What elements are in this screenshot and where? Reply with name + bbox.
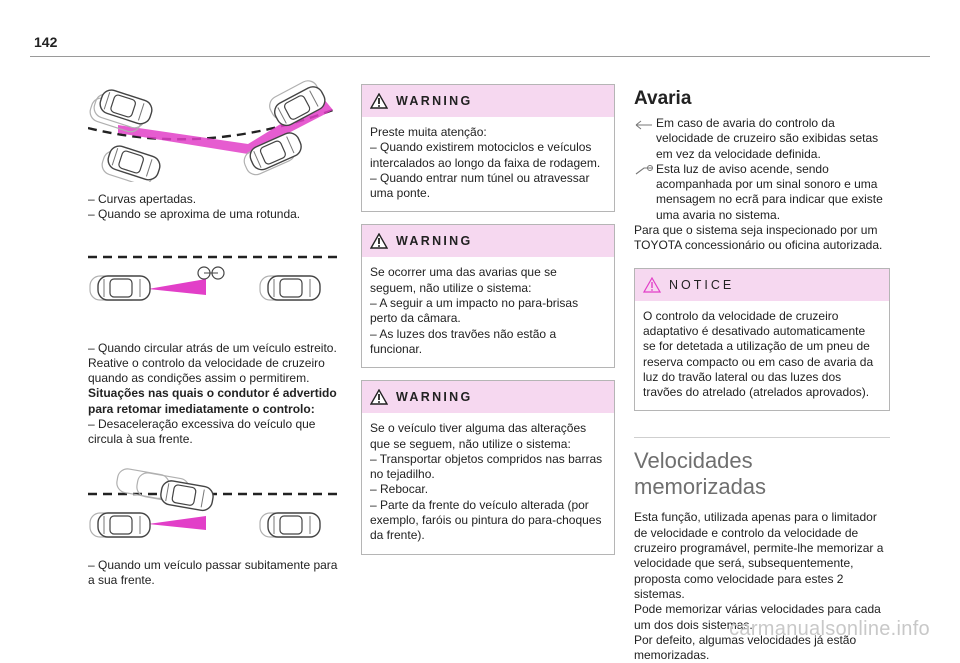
warn2-line-3: – As luzes dos travões não estão a funcionar. [370, 326, 557, 356]
narrow-vehicle-text: – Quando circular atrás de um veículo estreito. Reative o controlo da velocidade de cruzeiro quando as condições assim o permitirem. [88, 340, 337, 386]
warning-box-3-title: WARNING [396, 390, 473, 405]
warning-box-2-title: WARNING [396, 234, 473, 249]
avaria-p3: Para que o sistema seja inspecionado por um TOYOTA concessionário ou oficina autorizada. [634, 223, 883, 253]
heading-velocidades: Velocidades memorizadas [634, 437, 890, 500]
narrow-vehicle-illustration [88, 245, 340, 331]
warn2-line-1: Se ocorrer uma das avarias que se seguem, não utilize o sistema: [370, 265, 557, 295]
notice-box [634, 268, 890, 412]
notice-triangle-icon [643, 277, 661, 293]
header-rule [30, 56, 930, 57]
warn1-line-2: – Quando existirem motociclos e veículos intercalados ao longo da faixa de rodagem. [370, 140, 601, 170]
warning-box-1 [361, 84, 615, 212]
warning-triangle-icon [370, 233, 388, 249]
curve-road-diagram [88, 70, 340, 182]
cut-in-diagram [88, 462, 340, 546]
footer-watermark: carmanualsonline.info [729, 618, 930, 640]
heading-avaria: Avaria [634, 88, 692, 109]
warn3-line-3: – Rebocar. [370, 482, 429, 497]
avaria-p1: Em caso de avaria do controlo da velocidade de cruzeiro são exibidas setas em vez da velocidade definida. [656, 116, 879, 161]
column-right [634, 82, 890, 663]
warn2-line-2: – A seguir a um impacto no para-brisas perto da câmara. [370, 296, 579, 326]
warning-triangle-icon [370, 389, 388, 405]
warn1-line-1: Preste muita atenção: [370, 125, 487, 139]
notice-header [635, 269, 889, 301]
page-number: 142 [34, 34, 58, 50]
warn3-line-4: – Parte da frente do veículo alterada (por exemplo, faróis ou pintura do para-choques da frente). [370, 497, 602, 543]
deceleration-text: – Desaceleração excessiva do veículo que circula à sua frente. [88, 417, 316, 447]
avaria-p2-row [634, 162, 890, 223]
velocidades-p3: Por defeito, algumas velocidades já estão memorizadas. [634, 632, 857, 663]
notice-text: O controlo da velocidade de cruzeiro adaptativo é desativado automaticamente se for detetada a utilização de um pneu de reserva compacto ou em caso de avaria da luz do travão lateral ou das luzes dos travões do atrelado (atrelados aprovados). [643, 308, 874, 400]
warning-box-3-header [362, 381, 614, 413]
warning-box-2 [361, 224, 615, 368]
narrow-vehicle-diagram [88, 245, 340, 331]
steering-warning-icon [634, 162, 656, 183]
cut-in-text: – Quando um veículo passar subitamente para a sua frente. [88, 557, 338, 587]
avaria-p2: Esta luz de aviso acende, sendo acompanhada por um sinal sonoro e uma mensagem no ecrã para indicar que existe uma avaria no sistema. [656, 161, 883, 222]
warning-box-2-header [362, 225, 614, 257]
curve-illustration [88, 70, 340, 182]
warning-box-3 [361, 380, 615, 554]
warning-box-1-title: WARNING [396, 94, 473, 108]
warn3-line-1: Se o veículo tiver alguma das alterações que se seguem, não utilize o sistema: [370, 421, 587, 451]
warning-triangle-icon [370, 93, 388, 109]
curve-line-2: – Quando se aproxima de uma rotunda. [88, 207, 301, 222]
curve-line-1: – Curvas apertadas. [88, 192, 197, 206]
velocidades-p1: Esta função, utilizada apenas para o limitador de velocidade e controlo da velocidade de cruzeiro programável, permite-lhe memorizar a velocidade que será, subsequentemente, proposta como velocidade para estes 2 sistemas. [634, 510, 884, 601]
velocidades-p2: Pode memorizar várias velocidades para cada um dos dois sistemas. [634, 602, 881, 632]
cut-in-illustration [88, 462, 340, 546]
column-middle [361, 84, 615, 567]
cruise-arrows-icon [634, 116, 656, 136]
warning-situations-bold: Situações nas quais o condutor é advertido para retomar imediatamente o controlo: [88, 386, 337, 416]
warn3-line-2: – Transportar objetos compridos nas barras no tejadilho. [370, 451, 603, 482]
avaria-p1-row [634, 116, 890, 162]
warning-box-1-header [362, 85, 614, 117]
notice-title: NOTICE [669, 277, 735, 292]
column-left [88, 70, 340, 588]
warning-situations-heading [88, 386, 340, 417]
warn1-line-3: – Quando entrar num túnel ou atravessar uma ponte. [370, 170, 590, 201]
